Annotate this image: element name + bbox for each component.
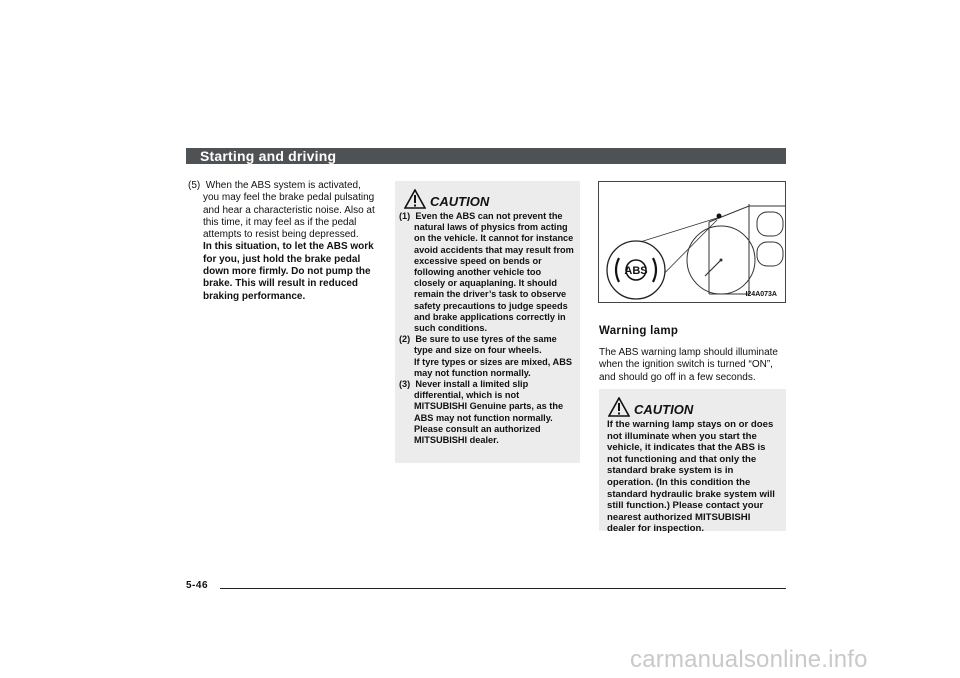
- warning-triangle-icon: [404, 189, 426, 209]
- caution-title: CAUTION: [634, 402, 694, 417]
- warning-lamp-text: The ABS warning lamp should illuminate when the ignition switch is turned “ON”, and should go off in a few seconds.: [599, 347, 778, 383]
- warning-triangle-icon: [608, 397, 630, 417]
- caution-item-2: [399, 334, 574, 379]
- caution-header: [599, 389, 786, 417]
- abs-activation-note: [188, 180, 378, 303]
- abs-lamp-label: ABS: [624, 265, 648, 277]
- section-title: Starting and driving: [200, 148, 337, 164]
- caution-item-number: (2): [399, 334, 411, 345]
- caution-item-text: Even the ABS can not prevent the natural laws of physics from acting on the vehicle. It cannot for instance avoid accidents that may result from excessive speed on bends or following another vehicle too closely or aquaplaning. It should remain the driver’s task to observe safety precautions to judge speeds and brake applications correctly in such conditions.: [414, 211, 574, 334]
- warning-lamp-heading: Warning lamp: [599, 325, 679, 337]
- caution-box-warning-lamp: [599, 389, 786, 535]
- footer-rule: [220, 588, 786, 589]
- abs-warning-lamp-illustration: [598, 181, 786, 303]
- caution-box-abs-limits: [395, 181, 580, 463]
- caution-item-text: Never install a limited slip differential, which is not MITSUBISHI Genuine parts, as the ABS may not function normally.: [414, 379, 564, 423]
- caution-header: [395, 181, 580, 209]
- note-item-5: [188, 180, 378, 241]
- note-body: When the ABS system is activated, you may feel the brake pedal pulsating and hear a characteristic noise. Also at this time, it may feel as if the pedal attempts to resist being depressed.: [203, 180, 375, 241]
- page-number: 5-46: [186, 580, 209, 591]
- caution-item-number: (1): [399, 211, 411, 221]
- watermark-text: carmanualsonline.info: [630, 646, 868, 673]
- lamp-position-dot: [717, 214, 722, 219]
- caution-title: CAUTION: [430, 194, 490, 209]
- note-bold-instruction: In this situation, to let the ABS work for you, just hold the brake pedal down more firmly. Do not pump the brake. This will result in reduced braking performance.: [203, 241, 374, 302]
- caution-item-subtext: Please consult an authorized MITSUBISHI dealer.: [414, 423, 541, 446]
- instrument-cluster-drawing: [599, 182, 785, 302]
- caution-item-1: [399, 211, 574, 334]
- caution-item-3: [399, 379, 574, 446]
- caution-item-text: Be sure to use tyres of the same type and size on four wheels.: [414, 334, 557, 356]
- illustration-code: I24A073A: [745, 291, 777, 298]
- note-number: (5): [188, 180, 201, 191]
- caution-list: [395, 211, 580, 446]
- caution-item-subtext: If tyre types or sizes are mixed, ABS may not function normally.: [414, 356, 572, 378]
- caution-text: If the warning lamp stays on or does not illuminate when you start the vehicle, it indicates that the ABS is not functioning and that only the standard brake system is in operation. (In this condition the standard hydraulic brake system will still function.) Please contact your nearest authorized MITSUBISHI dealer for inspection.: [607, 419, 775, 535]
- caution-item-number: (3): [399, 379, 411, 390]
